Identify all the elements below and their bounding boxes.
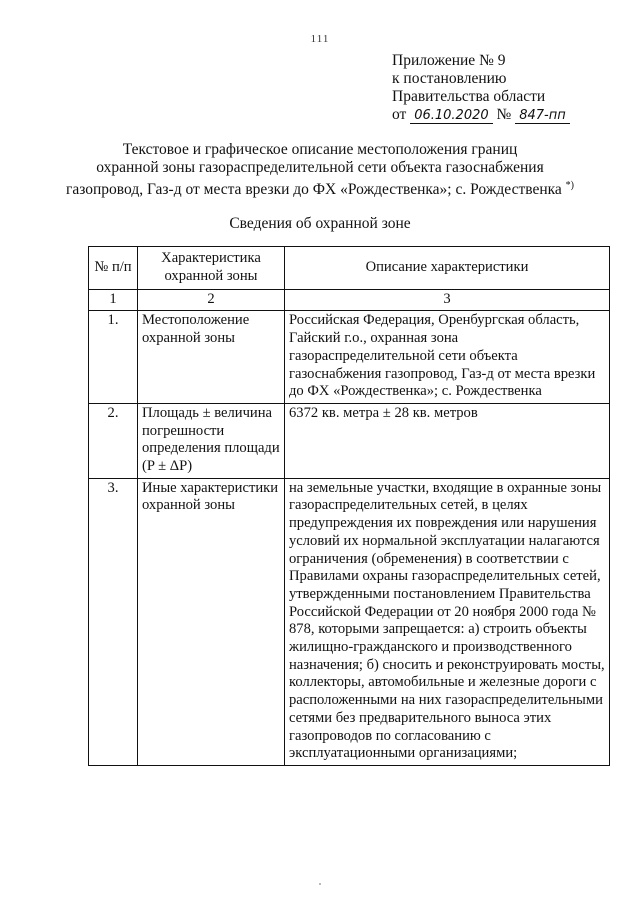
column-number: 3 xyxy=(285,290,610,311)
row-description: на земельные участки, входящие в охранные зоны газораспределительных сетей, в целях предупреждения их повреждения или нарушения условий их нормальной эксплуатации налагаются ограничения (обременения) в соответствии с Правилами охраны газораспределительных сетей, утвержденными постановлением Правительства Российской Федерации от 20 ноября 2000 года № 878, которыми запрещается: а) строить объекты жилищно-гражданского и производственного назначения; б) сносить и реконструировать мосты, коллекторы, автомобильные и железные дороги с расположенными на них газораспределительными сетями без предварительного выноса этих газопроводов по согласованию с эксплуатационными организациями; xyxy=(285,478,610,765)
appendix-date-line xyxy=(392,106,570,124)
row-number: 1. xyxy=(89,311,138,404)
column-number: 1 xyxy=(89,290,138,311)
handwritten-date: 06.10.2020 xyxy=(410,108,492,124)
section-subtitle: Сведения об охранной зоне xyxy=(229,215,411,232)
footnote-mark: *) xyxy=(565,180,575,191)
table-header-row xyxy=(89,247,610,290)
row-characteristic: Местоположение охранной зоны xyxy=(138,311,285,404)
header-number: № п/п xyxy=(89,247,138,290)
column-number-row xyxy=(89,290,610,311)
scan-dot xyxy=(319,883,321,885)
title-line-3-text: газопровод, Газ-д от места врезки до ФХ «Рождественка»; с. Рождественка xyxy=(65,181,562,199)
header-description: Описание характеристики xyxy=(285,247,610,290)
handwritten-number: 847-пп xyxy=(515,108,570,124)
table-row xyxy=(89,403,610,478)
row-description: 6372 кв. метра ± 28 кв. метров xyxy=(285,403,610,478)
page-number: 111 xyxy=(310,33,330,45)
appendix-title: Приложение № 9 xyxy=(392,52,506,69)
row-number: 3. xyxy=(89,478,138,765)
title-line-1: Текстовое и графическое описание местоположения границ xyxy=(122,141,518,158)
title-line-3 xyxy=(40,177,600,199)
number-prefix: № xyxy=(496,106,512,123)
row-characteristic: Площадь ± величина погрешности определения площади (P ± ΔP) xyxy=(138,403,285,478)
row-number: 2. xyxy=(89,403,138,478)
column-number: 2 xyxy=(138,290,285,311)
appendix-block xyxy=(392,52,570,124)
document-title xyxy=(40,141,600,199)
table-row xyxy=(89,478,610,765)
row-description: Российская Федерация, Оренбургская область, Гайский г.о., охранная зона газораспределительной сети объекта газоснабжения газопровод, Газ-д от места врезки до ФХ «Рождественка»; с. Рождественка xyxy=(285,311,610,404)
header-characteristic: Характеристика охранной зоны xyxy=(138,247,285,290)
row-characteristic: Иные характеристики охранной зоны xyxy=(138,478,285,765)
appendix-to-resolution: к постановлению xyxy=(392,70,507,87)
appendix-government: Правительства области xyxy=(392,88,546,105)
table-row xyxy=(89,311,610,404)
title-line-2: охранной зоны газораспределительной сети объекта газоснабжения xyxy=(96,159,544,176)
date-prefix: от xyxy=(392,106,407,123)
protection-zone-table xyxy=(88,246,610,766)
